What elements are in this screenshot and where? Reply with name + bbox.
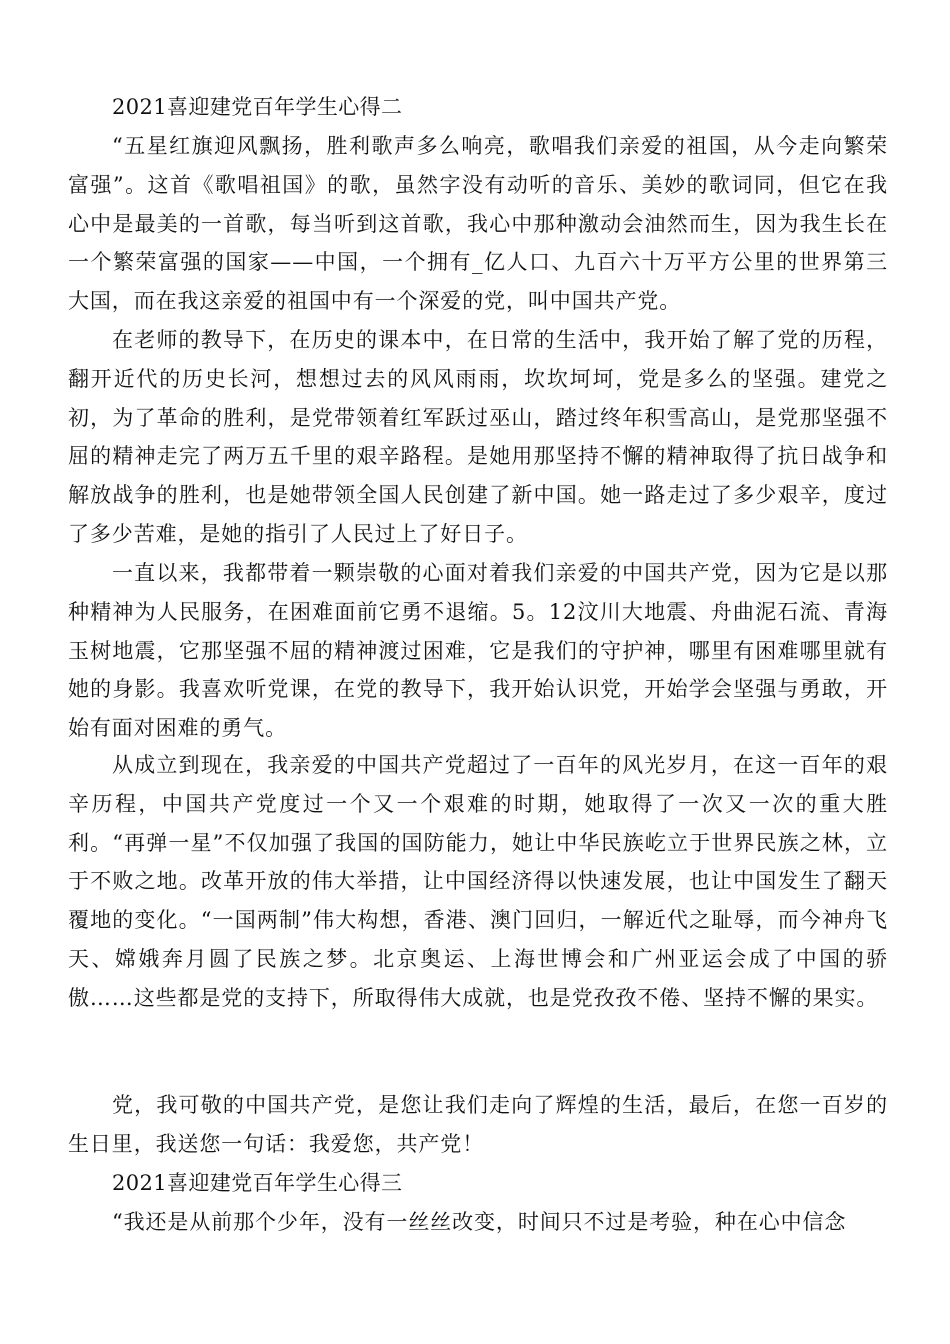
paragraph-1: “五星红旗迎风飘扬，胜利歌声多么响亮，歌唱我们亲爱的祖国，从今走向繁荣富强”。这首《歌唱祖国》的歌，虽然字没有动听的音乐、美妙的歌词同，但它在我心中是最美的一首歌，每当听到这首歌，我心中那种激动会油然而生，因为我生长在一个繁荣富强的国家——中国，一个拥有_亿人口、九百六十万平方公里的世界第三大国，而在我这亲爱的祖国中有一个深爱的党，叫中国共产党。 — [68, 134, 888, 314]
section-heading-3: 2021喜迎建党百年学生心得三 — [112, 1171, 403, 1195]
paragraph-3: 一直以来，我都带着一颗崇敬的心面对着我们亲爱的中国共产党，因为它是以那种精神为人民服务，在困难面前它勇不退缩。5。12汶川大地震、舟曲泥石流、青海玉树地震，它那坚强不屈的精神渡过困难，它是我们的守护神，哪里有困难哪里就有她的身影。我喜欢听党课，在党的教导下，我开始认识党，开始学会坚强与勇敢，开始有面对困难的勇气。 — [68, 561, 888, 741]
paragraph-6: “我还是从前那个少年，没有一丝丝改变，时间只不过是考验，种在心中信念 — [112, 1210, 847, 1234]
paragraph-5: 党，我可敬的中国共产党，是您让我们走向了辉煌的生活，最后，在您一百岁的生日里，我送您一句话：我爱您，共产党！ — [68, 1093, 888, 1156]
paragraph-4: 从成立到现在，我亲爱的中国共产党超过了一百年的风光岁月，在这一百年的艰辛历程，中国共产党度过一个又一个艰难的时期，她取得了一次又一次的重大胜利。“再弹一星”不仅加强了我国的国防能力，她让中华民族屹立于世界民族之林，立于不败之地。改革开放的伟大举措，让中国经济得以快速发展，也让中国发生了翻天覆地的变化。“一国两制”伟大构想，香港、澳门回归，一解近代之耻辱，而今神舟飞天、嫦娥奔月圆了民族之梦。北京奥运、上海世博会和广州亚运会成了中国的骄傲……这些都是党的支持下，所取得伟大成就，也是党孜孜不倦、坚持不懈的果实。 — [68, 753, 888, 1010]
section-heading-2: 2021喜迎建党百年学生心得二 — [112, 95, 403, 119]
paragraph-2: 在老师的教导下，在历史的课本中，在日常的生活中，我开始了解了党的历程，翻开近代的历史长河，想想过去的风风雨雨，坎坎坷坷，党是多么的坚强。建党之初，为了革命的胜利，是党带领着红军跃过巫山，踏过终年积雪高山，是党那坚强不屈的精神走完了两万五千里的艰辛路程。是她用那坚持不懈的精神取得了抗日战争和解放战争的胜利，也是她带领全国人民创建了新中国。她一路走过了多少艰辛，度过了多少苦难，是她的指引了人民过上了好日子。 — [68, 328, 888, 546]
